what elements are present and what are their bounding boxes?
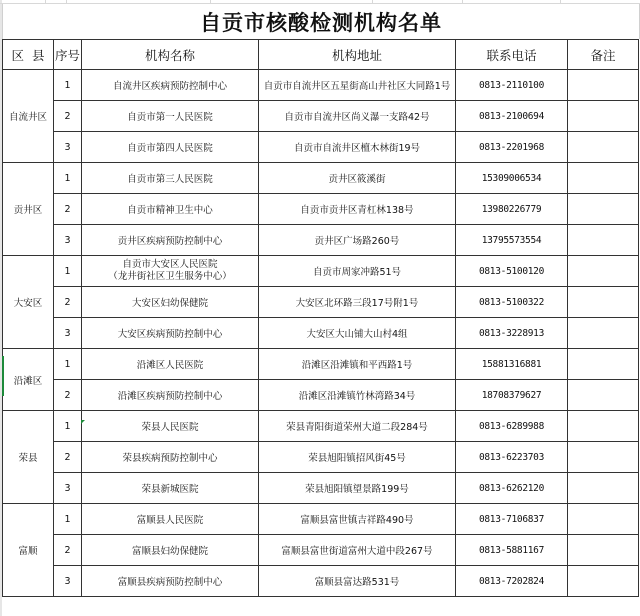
header-name: 机构名称 xyxy=(82,40,259,70)
name-cell[interactable]: 富顺县疾病预防控制中心 xyxy=(82,566,259,597)
name-cell[interactable]: 富顺县人民医院 xyxy=(82,504,259,535)
institution-table xyxy=(2,39,639,597)
seq-cell[interactable]: 1 xyxy=(54,411,82,442)
phone-cell[interactable]: 13980226779 xyxy=(456,194,568,225)
district-cell[interactable]: 沿滩区 xyxy=(3,349,54,411)
note-cell[interactable] xyxy=(568,194,639,225)
note-cell[interactable] xyxy=(568,566,639,597)
note-cell[interactable] xyxy=(568,163,639,194)
address-cell[interactable]: 荣县旭阳镇招风街45号 xyxy=(259,442,456,473)
district-cell[interactable]: 大安区 xyxy=(3,256,54,349)
seq-cell[interactable]: 1 xyxy=(54,256,82,287)
seq-cell[interactable]: 1 xyxy=(54,504,82,535)
note-cell[interactable] xyxy=(568,70,639,101)
address-cell[interactable]: 自贡市自流井区五星街高山井社区大同路1号 xyxy=(259,70,456,101)
name-cell[interactable]: 大安区妇幼保健院 xyxy=(82,287,259,318)
address-cell[interactable]: 富顺县富世镇吉祥路490号 xyxy=(259,504,456,535)
address-cell[interactable]: 贡井区广场路260号 xyxy=(259,225,456,256)
district-cell[interactable]: 贡井区 xyxy=(3,163,54,256)
name-cell[interactable]: 荣县新城医院 xyxy=(82,473,259,504)
phone-cell[interactable]: 0813-2110100 xyxy=(456,70,568,101)
name-cell[interactable]: 自贡市第三人民医院 xyxy=(82,163,259,194)
table-row xyxy=(3,318,639,349)
comment-corner-marker xyxy=(81,420,85,424)
address-cell[interactable]: 贡井区筱溪街 xyxy=(259,163,456,194)
table-row xyxy=(3,442,639,473)
table-row xyxy=(3,225,639,256)
note-cell[interactable] xyxy=(568,535,639,566)
name-cell[interactable]: 自贡市第四人民医院 xyxy=(82,132,259,163)
phone-cell[interactable]: 15309006534 xyxy=(456,163,568,194)
phone-cell[interactable]: 0813-5100322 xyxy=(456,287,568,318)
address-cell[interactable]: 自贡市贡井区青杠林138号 xyxy=(259,194,456,225)
name-line-1: 自贡市大安区人民医院 xyxy=(122,259,218,270)
note-cell[interactable] xyxy=(568,349,639,380)
seq-cell[interactable]: 3 xyxy=(54,473,82,504)
seq-cell[interactable]: 3 xyxy=(54,132,82,163)
address-cell[interactable]: 荣县旭阳镇望景路199号 xyxy=(259,473,456,504)
seq-cell[interactable]: 2 xyxy=(54,101,82,132)
note-cell[interactable] xyxy=(568,504,639,535)
note-cell[interactable] xyxy=(568,287,639,318)
address-cell[interactable]: 自贡市自流井区尚义瀑一支路42号 xyxy=(259,101,456,132)
seq-cell[interactable]: 2 xyxy=(54,535,82,566)
table-row xyxy=(3,349,639,380)
table-row xyxy=(3,504,639,535)
note-cell[interactable] xyxy=(568,442,639,473)
address-cell[interactable]: 自贡市自流井区檀木林街19号 xyxy=(259,132,456,163)
address-cell[interactable]: 沿滩区沿滩镇竹林湾路34号 xyxy=(259,380,456,411)
name-cell[interactable]: 自贡市精神卫生中心 xyxy=(82,194,259,225)
name-cell[interactable]: 贡井区疾病预防控制中心 xyxy=(82,225,259,256)
phone-cell[interactable]: 0813-5881167 xyxy=(456,535,568,566)
table-row xyxy=(3,566,639,597)
page-title: 自贡市核酸检测机构名单 xyxy=(200,10,442,35)
district-cell[interactable]: 富顺 xyxy=(3,504,54,597)
phone-cell[interactable]: 15881316881 xyxy=(456,349,568,380)
seq-cell[interactable]: 2 xyxy=(54,194,82,225)
name-cell[interactable]: 自贡市第一人民医院 xyxy=(82,101,259,132)
address-cell[interactable]: 富顺县富世街道富州大道中段267号 xyxy=(259,535,456,566)
district-cell[interactable]: 荣县 xyxy=(3,411,54,504)
name-cell[interactable]: 富顺县妇幼保健院 xyxy=(82,535,259,566)
table-row xyxy=(3,163,639,194)
address-cell[interactable]: 沿滩区沿滩镇和平西路1号 xyxy=(259,349,456,380)
title-band xyxy=(2,4,640,39)
seq-cell[interactable]: 2 xyxy=(54,380,82,411)
table-row xyxy=(3,256,639,287)
note-cell[interactable] xyxy=(568,256,639,287)
note-cell[interactable] xyxy=(568,411,639,442)
phone-cell[interactable]: 0813-6289988 xyxy=(456,411,568,442)
table-row xyxy=(3,535,639,566)
seq-cell[interactable]: 1 xyxy=(54,349,82,380)
address-cell[interactable]: 自贡市周家冲路51号 xyxy=(259,256,456,287)
note-cell[interactable] xyxy=(568,473,639,504)
table-row xyxy=(3,132,639,163)
header-seq: 序号 xyxy=(54,40,82,70)
header-phone: 联系电话 xyxy=(456,40,568,70)
table-row xyxy=(3,287,639,318)
seq-cell[interactable]: 1 xyxy=(54,163,82,194)
phone-cell[interactable]: 0813-2100694 xyxy=(456,101,568,132)
address-cell[interactable]: 荣县青阳街道荣州大道二段284号 xyxy=(259,411,456,442)
name-cell[interactable]: 荣县人民医院 xyxy=(82,411,259,442)
note-cell[interactable] xyxy=(568,380,639,411)
phone-cell[interactable]: 0813-3228913 xyxy=(456,318,568,349)
address-cell[interactable]: 富顺县富达路531号 xyxy=(259,566,456,597)
phone-cell[interactable]: 13795573554 xyxy=(456,225,568,256)
table-row xyxy=(3,411,639,442)
phone-cell[interactable]: 18708379627 xyxy=(456,380,568,411)
district-cell[interactable]: 自流井区 xyxy=(3,70,54,163)
name-line-2: （龙井街社区卫生服务中心） xyxy=(108,271,232,282)
note-cell[interactable] xyxy=(568,101,639,132)
seq-cell[interactable]: 3 xyxy=(54,566,82,597)
name-cell[interactable]: 自流井区疾病预防控制中心 xyxy=(82,70,259,101)
header-note: 备注 xyxy=(568,40,639,70)
name-cell[interactable]: 大安区疾病预防控制中心 xyxy=(82,318,259,349)
table-row xyxy=(3,473,639,504)
note-cell[interactable] xyxy=(568,225,639,256)
table-row xyxy=(3,380,639,411)
selection-edge-marker xyxy=(2,356,4,396)
header-district: 区 县 xyxy=(3,40,54,70)
name-cell[interactable]: 沿滩区人民医院 xyxy=(82,349,259,380)
phone-cell[interactable]: 0813-5100120 xyxy=(456,256,568,287)
seq-cell[interactable]: 3 xyxy=(54,318,82,349)
note-cell[interactable] xyxy=(568,318,639,349)
phone-cell[interactable]: 0813-6223703 xyxy=(456,442,568,473)
header-row xyxy=(3,40,639,70)
table-row xyxy=(3,194,639,225)
name-cell[interactable] xyxy=(82,256,259,287)
name-cell[interactable]: 沿滩区疾病预防控制中心 xyxy=(82,380,259,411)
header-address: 机构地址 xyxy=(259,40,456,70)
phone-cell[interactable]: 0813-7106837 xyxy=(456,504,568,535)
seq-cell[interactable]: 2 xyxy=(54,287,82,318)
note-cell[interactable] xyxy=(568,132,639,163)
seq-cell[interactable]: 2 xyxy=(54,442,82,473)
table-row xyxy=(3,101,639,132)
table-row xyxy=(3,70,639,101)
address-cell[interactable]: 大安区北环路三段17号附1号 xyxy=(259,287,456,318)
seq-cell[interactable]: 1 xyxy=(54,70,82,101)
name-cell[interactable]: 荣县疾病预防控制中心 xyxy=(82,442,259,473)
phone-cell[interactable]: 0813-2201968 xyxy=(456,132,568,163)
phone-cell[interactable]: 0813-7202824 xyxy=(456,566,568,597)
seq-cell[interactable]: 3 xyxy=(54,225,82,256)
address-cell[interactable]: 大安区大山铺大山村4组 xyxy=(259,318,456,349)
phone-cell[interactable]: 0813-6262120 xyxy=(456,473,568,504)
